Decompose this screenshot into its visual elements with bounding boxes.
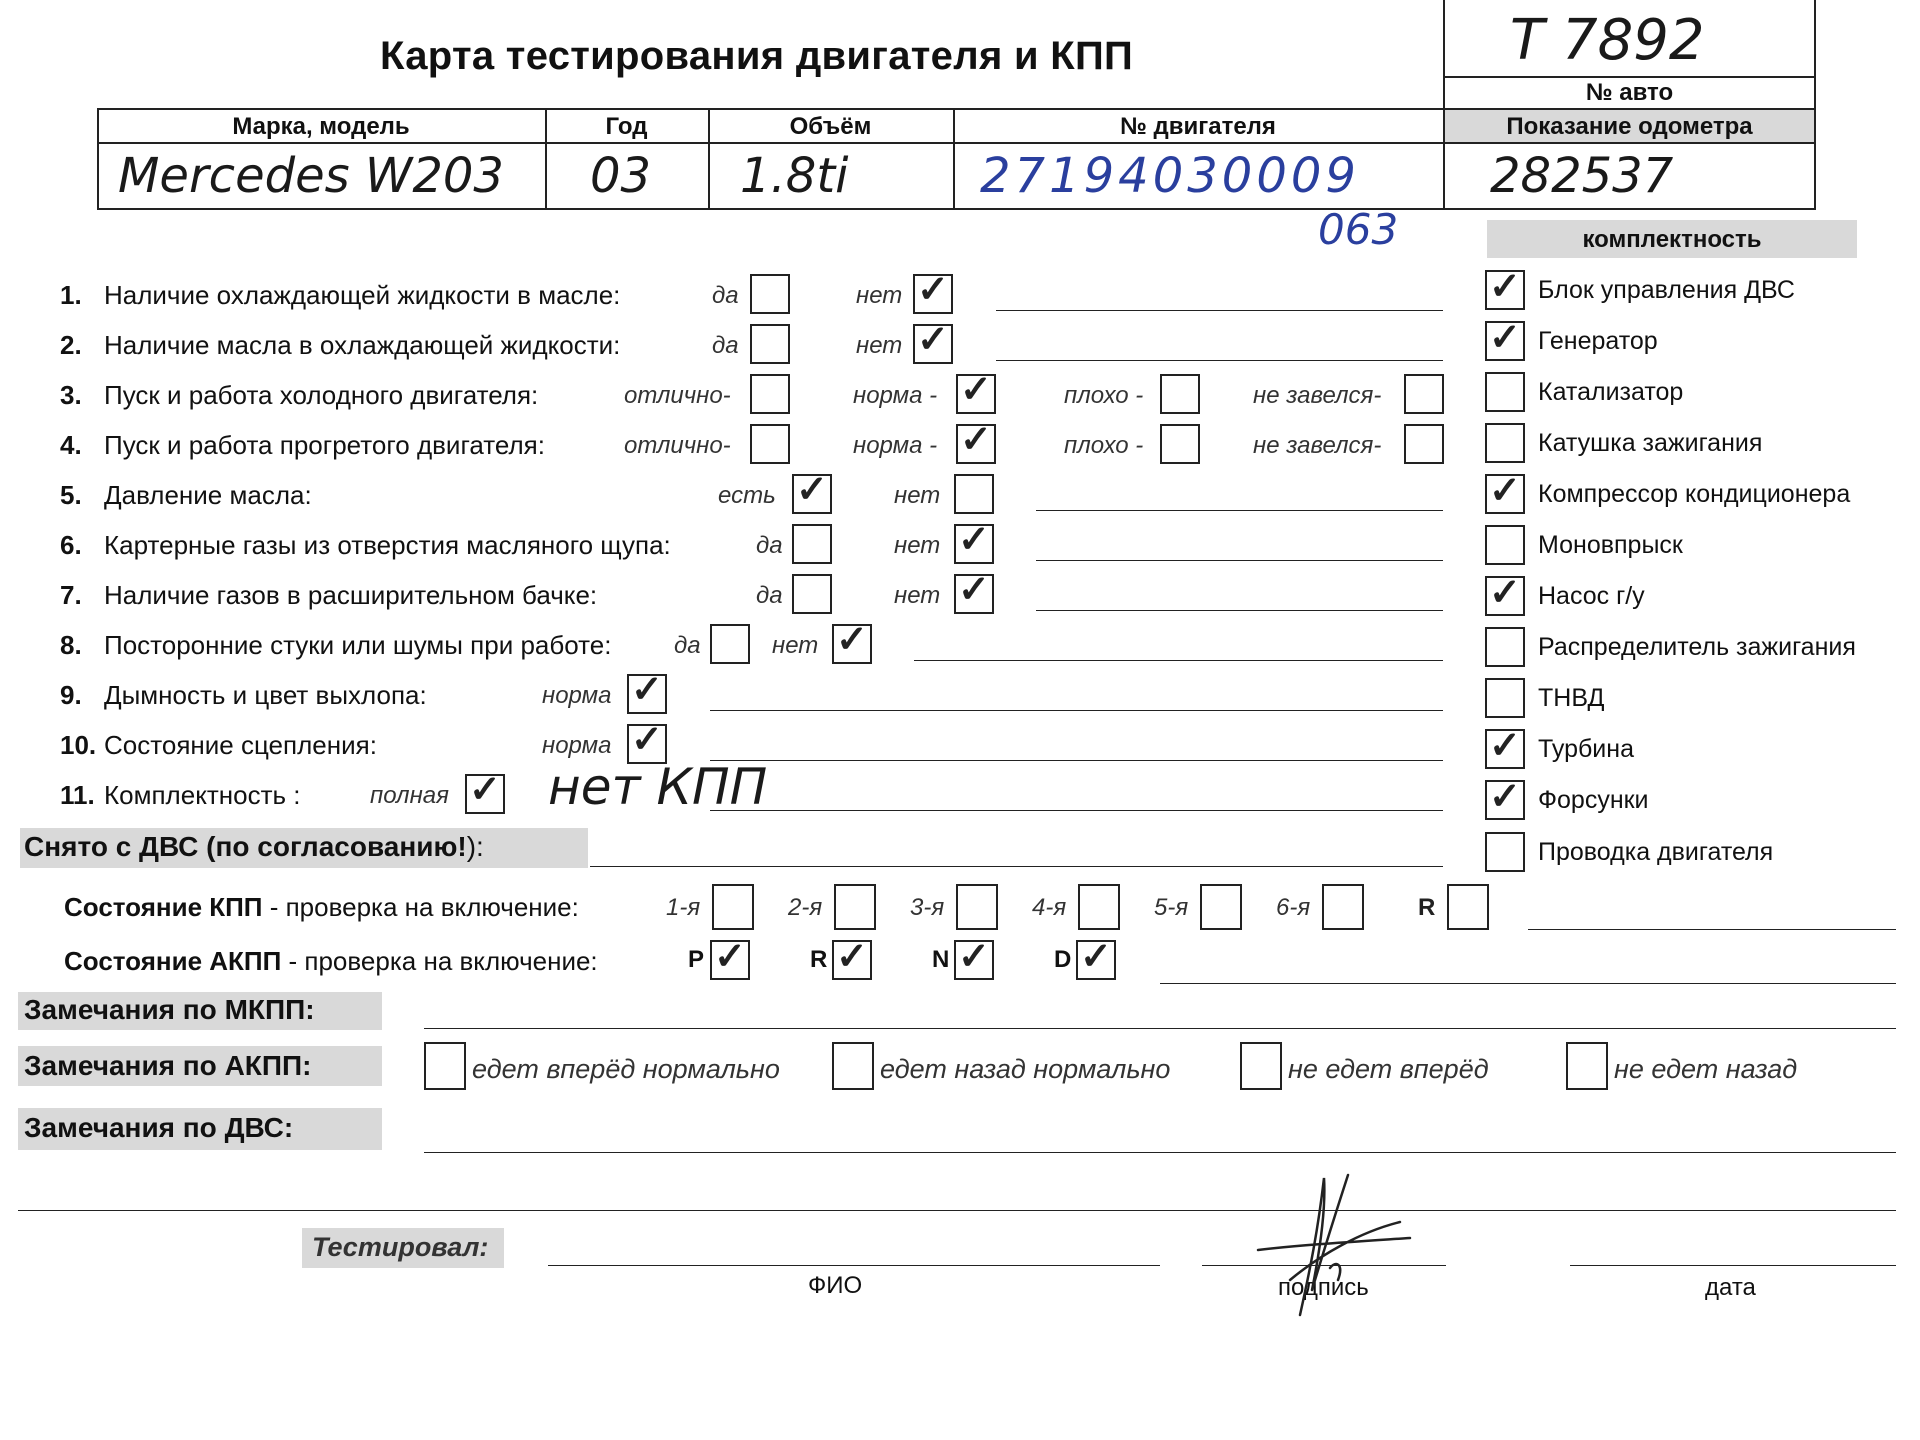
question-text: Комплектность : [104,780,301,810]
option-label: нет [894,482,941,509]
completeness-item-label: Насос г/у [1538,582,1645,610]
remark-option-label: едет назад нормально [880,1054,1171,1084]
completeness-title: комплектность [1582,226,1762,253]
check-mark: ✓ [1489,572,1521,614]
gear-label: 6-я [1276,894,1311,921]
completeness-item-label: Катушка зажигания [1538,429,1763,457]
question-number: 1. [60,280,82,310]
question-note-line[interactable] [710,810,1443,811]
gear-label: 3-я [910,894,945,921]
question-text: Состояние сцепления: [104,730,377,760]
gear-label: 1-я [666,894,701,921]
option-label: да [674,632,701,659]
option-checkbox[interactable] [792,574,832,614]
question-note-line[interactable] [1036,510,1443,511]
check-mark: ✓ [958,936,990,978]
year-value: 03 [590,148,652,204]
option-label: норма - [853,382,938,409]
option-label: да [712,282,739,309]
check-mark: ✓ [836,936,868,978]
remarks-dvs-line[interactable] [424,1152,1896,1153]
completeness-item-label: Катализатор [1538,378,1684,406]
question-note-line[interactable] [710,710,1443,711]
option-label: не завелся- [1253,382,1382,409]
remark-checkbox[interactable] [1240,1042,1282,1090]
question-note-line[interactable] [710,760,1443,761]
gear-checkbox[interactable] [1447,884,1489,930]
completeness-item-label: Моновпрыск [1538,531,1683,559]
check-mark: ✓ [836,619,868,661]
volume-value: 1.8ti [740,148,849,204]
option-checkbox[interactable] [954,474,994,514]
completeness-item-label: Компрессор кондиционера [1538,480,1851,508]
check-mark: ✓ [714,936,746,978]
question-text: Наличие охлаждающей жидкости в масле: [104,280,621,310]
gear-label: R [810,946,828,973]
remarks-dvs-label: Замечания по ДВС: [24,1112,294,1143]
question-number: 10. [60,730,97,760]
question-text: Пуск и работа холодного двигателя: [104,380,539,410]
gear-checkbox[interactable] [1200,884,1242,930]
question-number: 6. [60,530,82,560]
completeness-checkbox[interactable] [1485,372,1525,412]
option-label: норма [542,732,612,759]
question-text: Картерные газы из отверстия масляного щупа: [104,530,671,560]
remarks-mkpp-line[interactable] [424,1028,1896,1029]
fio-label: ФИО [808,1272,863,1299]
check-mark: ✓ [1080,936,1112,978]
check-mark: ✓ [960,369,992,411]
completeness-checkbox[interactable] [1485,525,1525,565]
check-mark: ✓ [631,719,663,761]
option-label: нет [894,532,941,559]
remark-option-label: едет вперёд нормально [472,1054,780,1084]
check-mark: ✓ [960,419,992,461]
remark-checkbox[interactable] [832,1042,874,1090]
header-col-model: Марка, модель [232,113,410,140]
option-checkbox[interactable] [750,424,790,464]
question-number: 4. [60,430,82,460]
remarks-mkpp-label: Замечания по МКПП: [24,994,315,1025]
check-mark: ✓ [958,519,990,561]
remark-option-label: не едет назад [1614,1054,1798,1084]
fio-line[interactable] [548,1265,1160,1266]
option-label: норма - [853,432,938,459]
remarks-akpp-label: Замечания по АКПП: [24,1050,312,1081]
question-note-line[interactable] [996,360,1443,361]
option-label: да [756,532,783,559]
option-label: нет [894,582,941,609]
completeness-checkbox[interactable] [1485,678,1525,718]
header-col-engine-no: № двигателя [1120,113,1276,140]
option-checkbox[interactable] [750,374,790,414]
gear-checkbox[interactable] [834,884,876,930]
check-mark: ✓ [917,319,949,361]
question-number: 3. [60,380,82,410]
engine-number-extra: 063 [1318,205,1399,254]
date-label: дата [1705,1274,1756,1301]
option-checkbox[interactable] [1404,374,1444,414]
option-label: полная [370,782,449,809]
page-title: Карта тестирования двигателя и КПП [380,34,1134,78]
question-text: Дымность и цвет выхлопа: [104,680,427,710]
check-mark: ✓ [1489,470,1521,512]
car-number-value: Т 7892 [1510,8,1705,73]
option-checkbox[interactable] [792,524,832,564]
check-mark: ✓ [1489,317,1521,359]
option-checkbox[interactable] [1160,374,1200,414]
check-mark: ✓ [631,669,663,711]
removed-label: Снято с ДВС (по согласованию!): [24,831,484,862]
gear-checkbox[interactable] [1078,884,1120,930]
option-checkbox[interactable] [1160,424,1200,464]
model-value: Mercedes W203 [118,148,504,204]
gear-label: 5-я [1154,894,1189,921]
kpp-label: Состояние КПП - проверка на включение: [64,892,579,922]
remark-option-label: не едет вперёд [1288,1054,1489,1084]
option-checkbox[interactable] [750,274,790,314]
gear-label: 4-я [1032,894,1067,921]
gear-label: P [688,946,705,973]
question-note-line[interactable] [996,310,1443,311]
question-text: Наличие газов в расширительном бачке: [104,580,598,610]
option-label: да [712,332,739,359]
option-label: есть [718,482,776,509]
completeness-item-label: ТНВД [1538,684,1605,712]
question-text: Наличие масла в охлаждающей жидкости: [104,330,621,360]
akpp-line[interactable] [1160,983,1896,984]
completeness-item-label: Распределитель зажигания [1538,633,1856,661]
question-number: 11. [60,780,95,810]
header-col-year: Год [605,113,648,140]
gear-label: 2-я [788,894,823,921]
question-number: 2. [60,330,82,360]
completeness-item-label: Генератор [1538,327,1658,355]
option-label: плохо - [1064,432,1144,459]
question-number: 8. [60,630,82,660]
check-mark: ✓ [796,469,828,511]
remarks-extra-line[interactable] [18,1210,1896,1211]
question-text: Давление масла: [104,480,312,510]
option-label: отлично- [624,432,731,459]
completeness-item-label: Форсунки [1538,786,1649,814]
remark-checkbox[interactable] [424,1042,466,1090]
question-note-line[interactable] [914,660,1443,661]
check-mark: ✓ [1489,266,1521,308]
question-number: 7. [60,580,82,610]
gear-checkbox[interactable] [712,884,754,930]
signature-drawing [1240,1170,1420,1320]
completeness-checkbox[interactable] [1485,423,1525,463]
completeness-checkbox[interactable] [1485,832,1525,872]
option-checkbox[interactable] [1404,424,1444,464]
header-col-odometer: Показание одометра [1506,113,1753,140]
remark-checkbox[interactable] [1566,1042,1608,1090]
completeness-item-label: Проводка двигателя [1538,838,1774,866]
question-number: 5. [60,480,82,510]
question-note-line[interactable] [1036,610,1443,611]
header-col-volume: Объём [789,113,872,140]
date-line[interactable] [1570,1265,1896,1266]
check-mark: ✓ [958,569,990,611]
completeness-checkbox[interactable] [1485,627,1525,667]
check-mark: ✓ [1489,776,1521,818]
option-checkbox[interactable] [750,324,790,364]
gear-label: N [932,946,950,973]
check-mark: ✓ [469,769,501,811]
completeness-item-label: Турбина [1538,735,1634,763]
removed-line[interactable] [590,866,1443,867]
option-label: нет [856,282,903,309]
option-label: нет [856,332,903,359]
check-mark: ✓ [1489,725,1521,767]
check-mark: ✓ [917,269,949,311]
odometer-value: 282537 [1490,148,1674,204]
gear-checkbox[interactable] [1322,884,1364,930]
gear-label: R [1418,894,1436,921]
gear-label: D [1054,946,1072,973]
question-note-line[interactable] [1036,560,1443,561]
option-label: отлично- [624,382,731,409]
akpp-label: Состояние АКПП - проверка на включение: [64,946,598,976]
kpp-line[interactable] [1528,929,1896,930]
question-text: Пуск и работа прогретого двигателя: [104,430,545,460]
completeness-item-label: Блок управления ДВС [1538,276,1795,304]
engine-number-value: 27194030009 [980,148,1360,204]
tested-label: Тестировал: [312,1232,489,1262]
option-label: да [756,582,783,609]
question-note: нет КПП [548,758,768,816]
question-text: Посторонние стуки или шумы при работе: [104,630,612,660]
option-checkbox[interactable] [710,624,750,664]
option-label: не завелся- [1253,432,1382,459]
question-number: 9. [60,680,82,710]
option-label: плохо - [1064,382,1144,409]
option-label: норма [542,682,612,709]
gear-checkbox[interactable] [956,884,998,930]
car-number-label: № авто [1585,79,1674,106]
option-label: нет [772,632,819,659]
sign-label: подпись [1278,1274,1369,1301]
